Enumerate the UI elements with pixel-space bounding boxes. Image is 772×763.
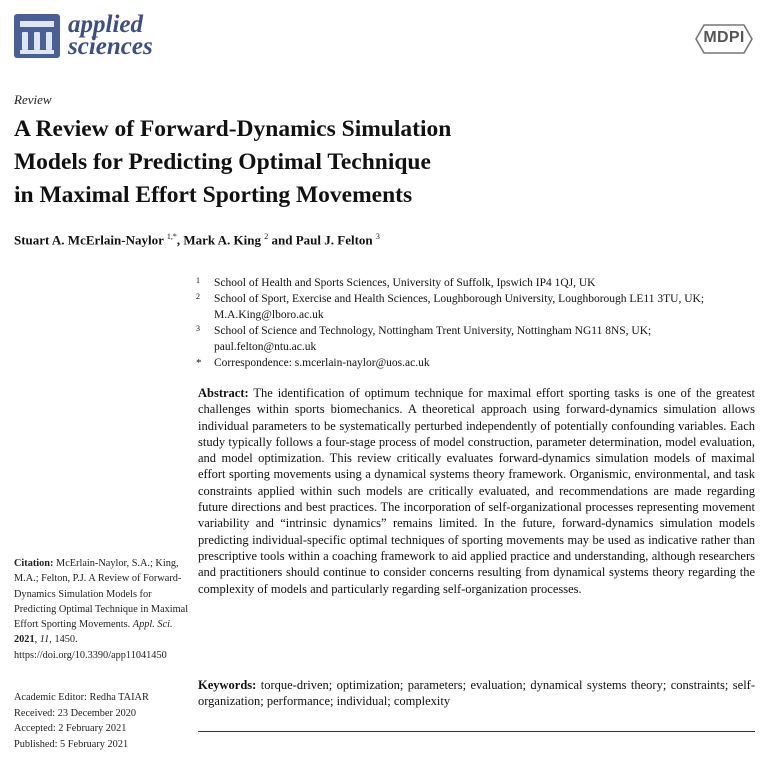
affiliation-mark: 2 [196,292,200,301]
citation-year: 2021 [14,634,35,646]
editorial-info [14,690,189,752]
citation-label: Citation: [14,558,54,569]
author-separator: and [268,232,296,248]
accepted-date: Accepted: 2 February 2021 [14,723,127,734]
abstract-text: The identification of optimum technique for maximal effort sporting tasks is one of the greatest challenges within sports biomechanics. A theoretical approach using forward-dynamics simulation allows individual parameters to be systematically perturbed independently of potentially confounding variables. Each study typically follows a four-stage process of model construction, parameter determination, model evaluation, and model optimization. This review critically evaluates forward-dynamics simulation models of maximal effort sporting movements using a dynamical systems theory framework. Organismic, environmental, and task constraints applied within such models are critically evaluated, and recommendations are made regarding future directions and best practices. The incorporation of self-organizational processes representing movement variability and “intrinsic dynamics” remains limited. In the future, forward-dynamics simulation models predicting individual-specific optimal techniques of sporting movements may be used as indicative rather than prescriptive tools within a coaching framework to aid applied practice and understanding, although researchers and practitioners should continue to consider concerns resulting from dynamical systems theory regarding the complexity of models and particularly regarding self-organization processes. [198,386,755,596]
title-line: Models for Predicting Optimal Technique [14,149,431,175]
correspondence-mark: * [196,357,202,369]
divider [198,731,755,732]
abstract-label: Abstract: [198,386,249,400]
affiliation-mark: 1 [196,276,200,285]
author-name[interactable]: Mark A. King [183,232,262,248]
affiliation-item [196,323,756,355]
publisher-name: MDPI [703,29,745,46]
affiliation-mark: 3 [196,324,200,333]
article-type: Review [14,92,52,107]
journal-name-line1: applied [68,11,143,38]
author-affiliation-mark: 3 [375,232,380,241]
author-separator: , [176,232,184,248]
citation-text: McErlain-Naylor, S.A.; King, M.A.; Felton, P.J. A Review of Forward-Dynamics Simulation Models for Predicting Optimal Technique in Maximal Effort Sporting Movements. [14,558,189,631]
title-line: in Maximal Effort Sporting Movements [14,182,413,208]
affiliation-item [196,275,756,291]
journal-name-line2: sciences [68,33,153,60]
affiliations [196,275,756,371]
author-list [14,232,380,248]
affiliation-email[interactable]: paul.felton@ntu.ac.uk [214,341,317,353]
keywords-text: torque-driven; optimization; parameters; evaluation; dynamical systems theory; constraints; self-organization; performance; individual; complexity [198,678,755,709]
journal-logo[interactable] [14,11,214,66]
citation-pages: , 1450. [49,634,78,646]
journal-name [68,11,153,60]
keywords-label: Keywords: [198,678,257,692]
citation-doi[interactable]: https://doi.org/10.3390/app11041450 [14,649,167,661]
citation-journal: Appl. Sci. [132,619,173,631]
affiliation-item [196,291,756,323]
title-line: A Review of Forward-Dynamics Simulation [14,116,452,142]
affiliation-text: School of Health and Sports Sciences, University of Suffolk, Ipswich IP4 1QJ, UK [214,277,596,289]
author-name[interactable]: Stuart A. McErlain-Naylor [14,232,164,248]
abstract [198,385,755,597]
academic-editor: Academic Editor: Redha TAIAR [14,692,149,703]
citation-volume: 11 [39,634,50,646]
keywords [198,677,755,710]
citation-block: Citation: McErlain-Naylor, S.A.; King, M.A.; Felton, P.J. A Review of Forward-Dynamics Simulation Models for Predicting Optimal Technique in Maximal Effort Sporting Movements. Appl. Sci. 2021, 11, 1450. https://doi.org/10.3390/app11041450 [14,558,189,661]
page-header [0,0,772,80]
correspondence-item [196,355,756,371]
author-name[interactable]: Paul J. Felton [295,232,373,248]
article-title [14,113,574,212]
author-affiliation-mark: 1,* [166,232,177,241]
publisher-logo[interactable] [694,22,754,56]
received-date: Received: 23 December 2020 [14,707,137,719]
author-affiliation-mark: 2 [264,232,269,241]
columns-icon [14,14,60,58]
affiliation-email[interactable]: M.A.King@lboro.ac.uk [214,309,324,321]
correspondence-text[interactable]: Correspondence: s.mcerlain-naylor@uos.ac.uk [214,357,430,369]
published-date: Published: 5 February 2021 [14,738,129,750]
affiliation-text: School of Sport, Exercise and Health Sciences, Loughborough University, Loughborough LE11 3TU, UK; [214,293,705,305]
affiliation-text: School of Science and Technology, Nottingham Trent University, Nottingham NG11 8NS, UK; [214,325,652,337]
